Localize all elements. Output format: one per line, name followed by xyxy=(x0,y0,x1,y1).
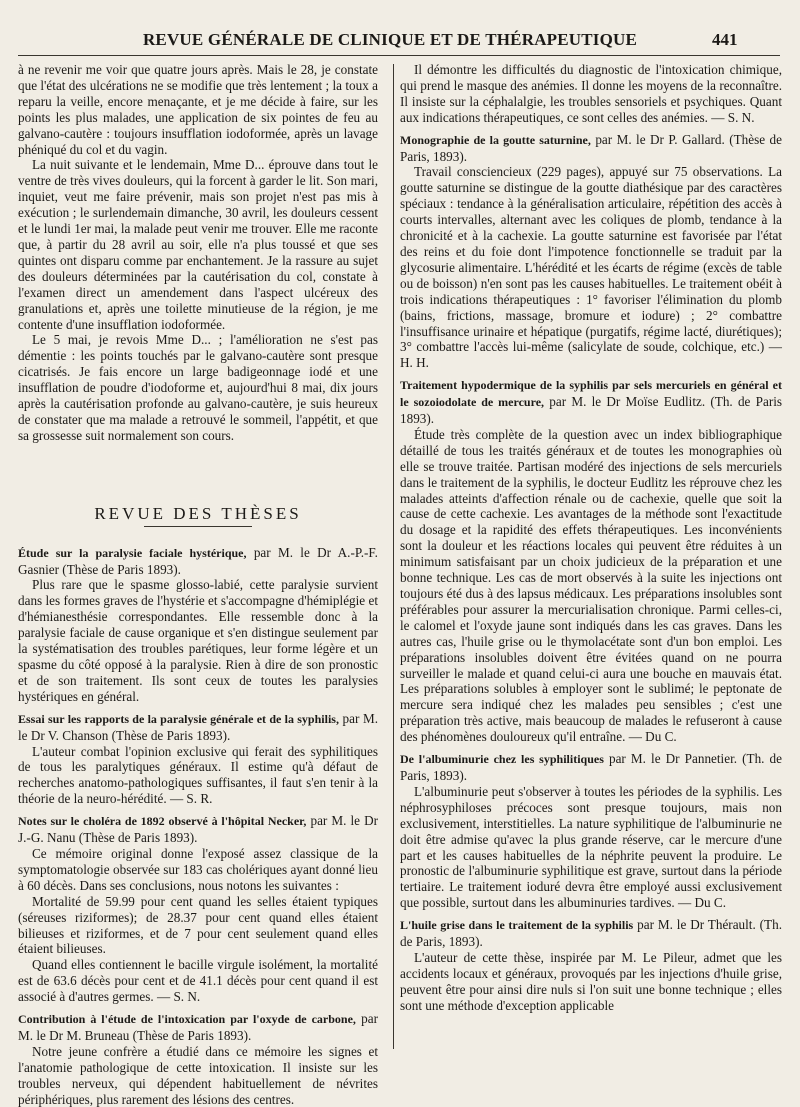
column-rule xyxy=(393,64,394,1049)
review-title: Étude sur la paralysie faciale hystérique, xyxy=(18,545,247,560)
review-title: Essai sur les rapports de la paralysie générale et de la syphilis, xyxy=(18,711,339,726)
review-goutte-saturnine xyxy=(400,132,782,372)
review-byline: par M. le Dr Pannetier. (Th. de Paris, 1893). xyxy=(400,751,783,783)
review-heading xyxy=(400,132,782,165)
review-title: L'huile grise dans le traitement de la syphilis xyxy=(400,918,634,933)
review-title: Monographie de la goutte saturnine, xyxy=(400,132,591,147)
left-column xyxy=(18,62,379,1107)
review-heading xyxy=(400,917,782,950)
review-heading xyxy=(18,545,378,578)
case-paragraph: à ne revenir me voir que quatre jours après. Mais le 28, je constate que l'état des ulcérations ne se modifie que très lentement ; la toux a reparu la veille, encore menaçante, et je me décide à faire, sur les points les plus malades, une application de six pointes de feu au galvano-cautère : toujours insufflation iodoformée, après un lavage phéniqué du col et du vagin. xyxy=(18,62,378,157)
review-oxyde-carbone xyxy=(18,1011,378,1107)
review-paragraph: L'auteur combat l'opinion exclusive qui ferait des syphilitiques de tous les paralytiques généraux. Il estime qu'à défaut de recherches anatomo-pathologiques suffisantes, il faut s'en tenir à la théorie de la neuro-hérédité. — S. R. xyxy=(18,743,378,807)
case-paragraph: Le 5 mai, je revois Mme D... ; l'amélioration ne s'est pas démentie : les points touchés par le galvano-cautère sont presque cicatrisés. Je fais encore un large badigeonnage iodé et une insufflation de poudre d'iodoforme et, aujourd'hui 8 mai, dix jours après la cautérisation profonde au galvano-cautère, je suis heureux de constater que ma malade a retrouvé le sommeil, l'appétit, et que sa grossesse suit normalement son cours. xyxy=(18,332,378,443)
header-rule xyxy=(18,55,780,56)
review-albuminurie xyxy=(400,751,782,911)
continued-paragraph: Il démontre les difficultés du diagnostic de l'intoxication chimique, qui prend le masque des anémies. Il donne les moyens de la reconnaître. Il insiste sur la céphalalgie, les troubles sensoriels et psychiques. Quant aux indications thérapeutiques, ce sont celles des anémies. — S. N. xyxy=(400,62,782,125)
review-traitement-hypodermique xyxy=(400,377,782,745)
review-byline: par M. le Dr P. Gallard. (Thèse de Paris, 1893). xyxy=(400,131,782,164)
section-title: REVUE DES THÈSES xyxy=(94,503,302,523)
review-byline: par M. le Dr Moïse Eudlitz. (Th. de Paris 1893). xyxy=(400,394,783,427)
review-paralysie-generale xyxy=(18,711,378,807)
review-paragraph: Quand elles contiennent le bacille virgule isolément, la mortalité est de 63.6 décès pour cent et de 41.1 décès pour cent quand il est associé à d'autres germes. — S. N. xyxy=(18,957,378,1005)
section-rule xyxy=(144,526,252,527)
review-paragraph: L'auteur de cette thèse, inspirée par M. Le Pileur, admet que les accidents locaux et généraux, provoqués par les injections d'huile grise, peuvent être pour ainsi dire nuls si l'on suit une bonne technique ; elles sont une méthode d'exception applicable xyxy=(400,949,782,1013)
review-byline: par M. le Dr A.-P.-F. Gasnier (Thèse de Paris 1893). xyxy=(18,544,378,577)
review-title: Contribution à l'étude de l'intoxication par l'oxyde de carbone, xyxy=(18,1012,356,1027)
review-heading xyxy=(18,1011,378,1044)
review-byline: par M. le Dr Thérault. (Th. de Paris, 1893). xyxy=(400,917,783,950)
review-heading xyxy=(400,751,782,784)
right-column xyxy=(400,62,782,1072)
review-heading xyxy=(18,711,378,744)
review-cholera xyxy=(18,813,378,1005)
review-title: Notes sur le choléra de 1892 observé à l'hôpital Necker, xyxy=(18,814,307,829)
running-header xyxy=(0,26,800,56)
review-paragraph: Travail consciencieux (229 pages), appuyé sur 75 observations. La goutte saturnine se distingue de la goutte diathésique par des caractères spéciaux : tendance à la généralisation articulaire, répétition des accès à courts intervalles, alternant avec les coliques de plomb, tendance à la chronicité et à la cachexie. La goutte saturnine est favorisée par l'état des reins et du foie dont l'impotence fonctionnelle se traduit par la glycosurie alimentaire. L'hérédité et les écarts de régime (excès de table ou de boisson) n'en sont pas les causes habituelles. Le traitement obéit à trois indications thérapeutiques : 1° favoriser l'élimination du plomb (bains, frictions, massage, bromure et iodure) ; 2° combattre l'insuffisance urinaire et hépatique (purgatifs, régime lacté, diurétiques); 3° combattre l'accès lui-même (salicylate de soude, colchique, etc.) — H. H. xyxy=(400,164,782,371)
review-paragraph: Plus rare que le spasme glosso-labié, cette paralysie survient dans les formes graves de l'hystérie et s'accompagne d'hémiplégie et d'hémianesthésie correspondantes. Elle ressemble donc à la paralysie faciale de cause organique et s'en distingue seulement par la systématisation des troubles parétiques, leur forme légère et un spasme du côté opposé à la paralysie. Rien à dire de son pronostic et de son traitement. Ils sont ceux de toutes les paralysies hystériques en général. xyxy=(18,577,378,704)
review-paralysie-faciale xyxy=(18,545,378,705)
review-paragraph: Ce mémoire original donne l'exposé assez classique de la symptomatologie observée sur 183 cas cholériques ayant donné lieu à 60 décès. Dans ses conclusions, nous notons les suivantes : xyxy=(18,845,378,893)
review-paragraph: L'albuminurie peut s'observer à toutes les périodes de la syphilis. Les néphrosyphiloses précoces sont presque toujours, mais non exclusivement, interstitielles. La nature syphilitique de l'albuminurie ne doit être admise qu'avec la plus grande réserve, car le mercure d'une part et les causes habituelles de la néphrite peuvent la produire. Le pronostic de l'albuminurie syphilitique est grave, surtout dans la période tertiaire. Le traitement ioduré devra être employé aussi exclusivement que possible, surtout dans les albuminuries tardives. — Du C. xyxy=(400,783,782,911)
review-title: Traitement hypodermique de la syphilis par sels mercuriels en général et le sozoiodolate de mercure, xyxy=(400,378,782,410)
review-paragraph: Notre jeune confrère a étudié dans ce mémoire les signes et l'anatomie pathologique de cette intoxication. Il insiste sur les troubles nerveux, qui dépendent habituellement de névrites périphériques, plus rarement des lésions des centres. xyxy=(18,1043,378,1107)
review-byline: par M. le Dr M. Bruneau (Thèse de Paris 1893). xyxy=(18,1011,379,1043)
case-paragraph: La nuit suivante et le lendemain, Mme D... éprouve dans tout le ventre de très vives douleurs, qui la forcent à garder le lit. Son mari, inquiet, veut me faire prévenir, mais son projet n'est pas mis à exécution ; le surlendemain dimanche, 30 avril, les douleurs cessent et le lundi 1er mai, la malade peut venir me trouver. Elle me raconte que, à partir du 28 avril au soir, elle n'a plus toussé et que ses quintes ont disparu comme par enchantement. Je la rassure au sujet des douleurs déterminées par la cautérisation du col, constate à l'examen direct un amendement dans l'aspect ulcéreux des granulations et, après une toilette minutieuse de la région, je me contente d'une insufflation iodoformée. xyxy=(18,157,378,332)
review-heading xyxy=(18,813,378,846)
review-title: De l'albuminurie chez les syphilitiques xyxy=(400,752,604,767)
review-paragraph: Étude très complète de la question avec un index bibliographique détaillé de tous les traités généraux et de toutes les monographies où elle se trouve traitée. Partisan modéré des injections de sels mercuriels dans le traitement de la syphilis, le docteur Eudlitz les réprouve chez les malades atteints d'affection rénale ou de cachexie, quelle que soit la cause de cette cachexie. Les avantages de la méthode sont l'exactitude du dosage et la rapidité des effets thérapeutiques. Les inconvénients sont la douleur et les réactions locales qui peuvent être réduites à un minimum satisfaisant par un choix judicieux de la préparation et une bonne technique. Les cas de mort observés à la suite les injections ont toujours été dus à des lapsus médicaux. Les préparations insolubles sont préférables pour assurer la mercurialisation chronique. Parmi celles-ci, le calomel et l'oxyde jaune sont indiqués dans les cas graves. Dans les autres cas, l'huile grise ou le thymolacétate sont d'un bon emploi. Les préparations insolubles doivent être évitées quand on ne pourra surveiller le malade et quand celui-ci aura une bouche en mauvais état. Les préparations solubles à employer sont le sublimé; le peptonate de mercure sera indiqué chez les malades peu sensibles ; c'est une préparation très active, mais beaucoup de malades le refuseront à cause des phénomènes douloureux qu'il entraîne. — Du C. xyxy=(400,426,782,745)
review-heading xyxy=(400,377,782,427)
page-number: 441 xyxy=(712,30,738,49)
review-paragraph: Mortalité de 59.99 pour cent quand les selles étaient typiques (séreuses riziformes); de 28.37 pour cent quand elles étaient bilieuses et riziformes, et de 7 pour cent seulement quand elles étaient bilieuses. xyxy=(18,893,378,957)
review-byline: par M. le Dr J.-G. Nanu (Thèse de Paris 1893). xyxy=(18,813,379,846)
review-byline: par M. le Dr V. Chanson (Thèse de Paris 1893). xyxy=(18,710,378,743)
review-huile-grise xyxy=(400,917,782,1013)
running-title: REVUE GÉNÉRALE DE CLINIQUE ET DE THÉRAPEUTIQUE xyxy=(142,30,638,49)
